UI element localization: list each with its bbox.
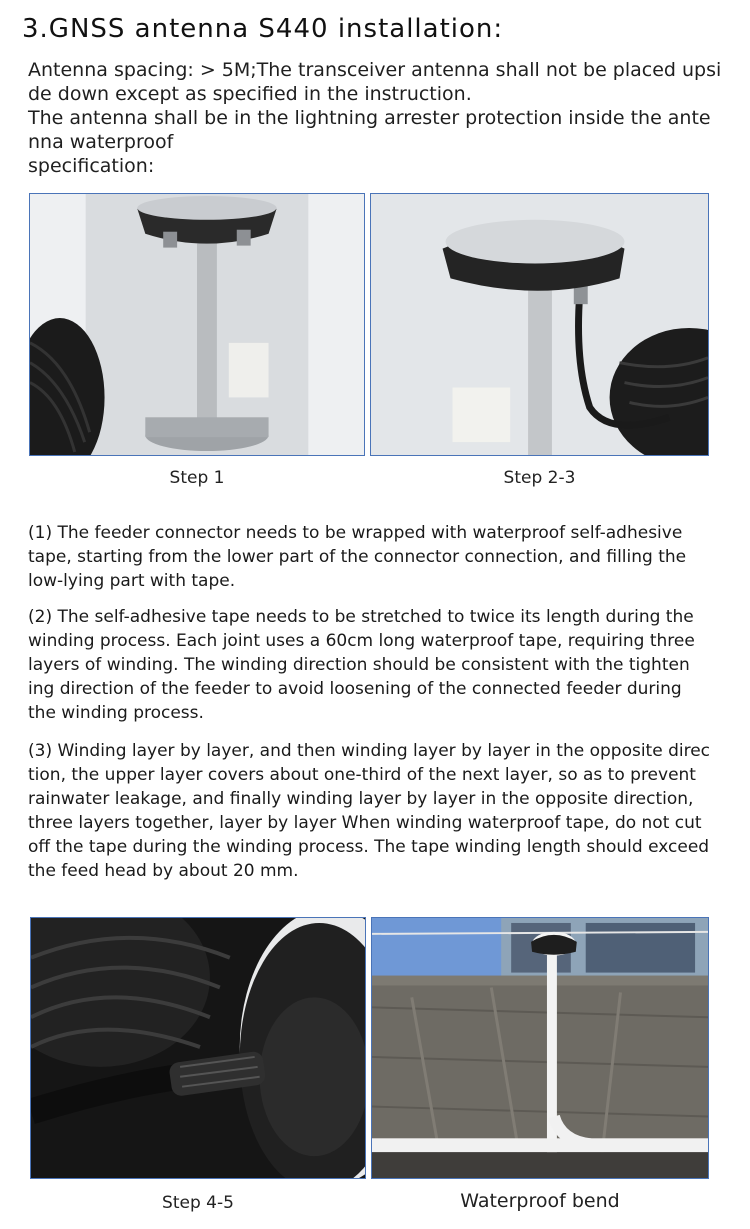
intro-line: nna waterproof <box>28 131 174 153</box>
paragraph-line: three layers together, layer by layer When winding waterproof tape, do not cut <box>28 813 702 833</box>
paragraph-line: (2) The self-adhesive tape needs to be stretched to twice its length during the <box>28 607 694 627</box>
paragraph-line: the winding process. <box>28 703 204 723</box>
intro-line: Antenna spacing: > 5M;The transceiver antenna shall not be placed upsi <box>28 59 722 81</box>
intro-line: The antenna shall be in the lightning arrester protection inside the ante <box>28 107 711 129</box>
intro-text <box>28 58 728 178</box>
caption-step23: Step 2-3 <box>503 468 576 488</box>
paragraph-line: rainwater leakage, and finally winding layer by layer in the opposite direction, <box>28 789 694 809</box>
paragraph-line: tape, starting from the lower part of the connector connection, and filling the <box>28 547 687 567</box>
step1-photo <box>29 193 365 456</box>
paragraph-line: low-lying part with tape. <box>28 571 236 591</box>
paragraph-line: tion, the upper layer covers about one-third of the next layer, so as to prevent <box>28 765 696 785</box>
paragraph-line: (1) The feeder connector needs to be wrapped with waterproof self-adhesive <box>28 523 683 543</box>
instruction-paragraph-2 <box>28 605 728 725</box>
paragraph-line: off the tape during the winding process. The tape winding length should exceed <box>28 837 710 857</box>
page-title: 3.GNSS antenna S440 installation: <box>22 14 504 44</box>
caption-waterproof-bend: Waterproof bend <box>460 1190 620 1212</box>
caption-step45: Step 4-5 <box>162 1193 234 1213</box>
intro-line: de down except as specified in the instruction. <box>28 83 472 105</box>
paragraph-line: winding process. Each joint uses a 60cm long waterproof tape, requiring three <box>28 631 695 651</box>
caption-step1: Step 1 <box>169 468 225 488</box>
paragraph-line: (3) Winding layer by layer, and then winding layer by layer in the opposite direc <box>28 741 711 761</box>
intro-line: specification: <box>28 155 155 177</box>
step45-photo <box>30 917 366 1179</box>
step23-photo <box>370 193 709 456</box>
paragraph-line: layers of winding. The winding direction should be consistent with the tighten <box>28 655 690 675</box>
paragraph-line: ing direction of the feeder to avoid loosening of the connected feeder during <box>28 679 682 699</box>
instruction-paragraph-1 <box>28 521 728 593</box>
instruction-paragraph-3 <box>28 739 728 883</box>
paragraph-line: the feed head by about 20 mm. <box>28 861 299 881</box>
waterproof-bend-photo <box>371 917 709 1179</box>
